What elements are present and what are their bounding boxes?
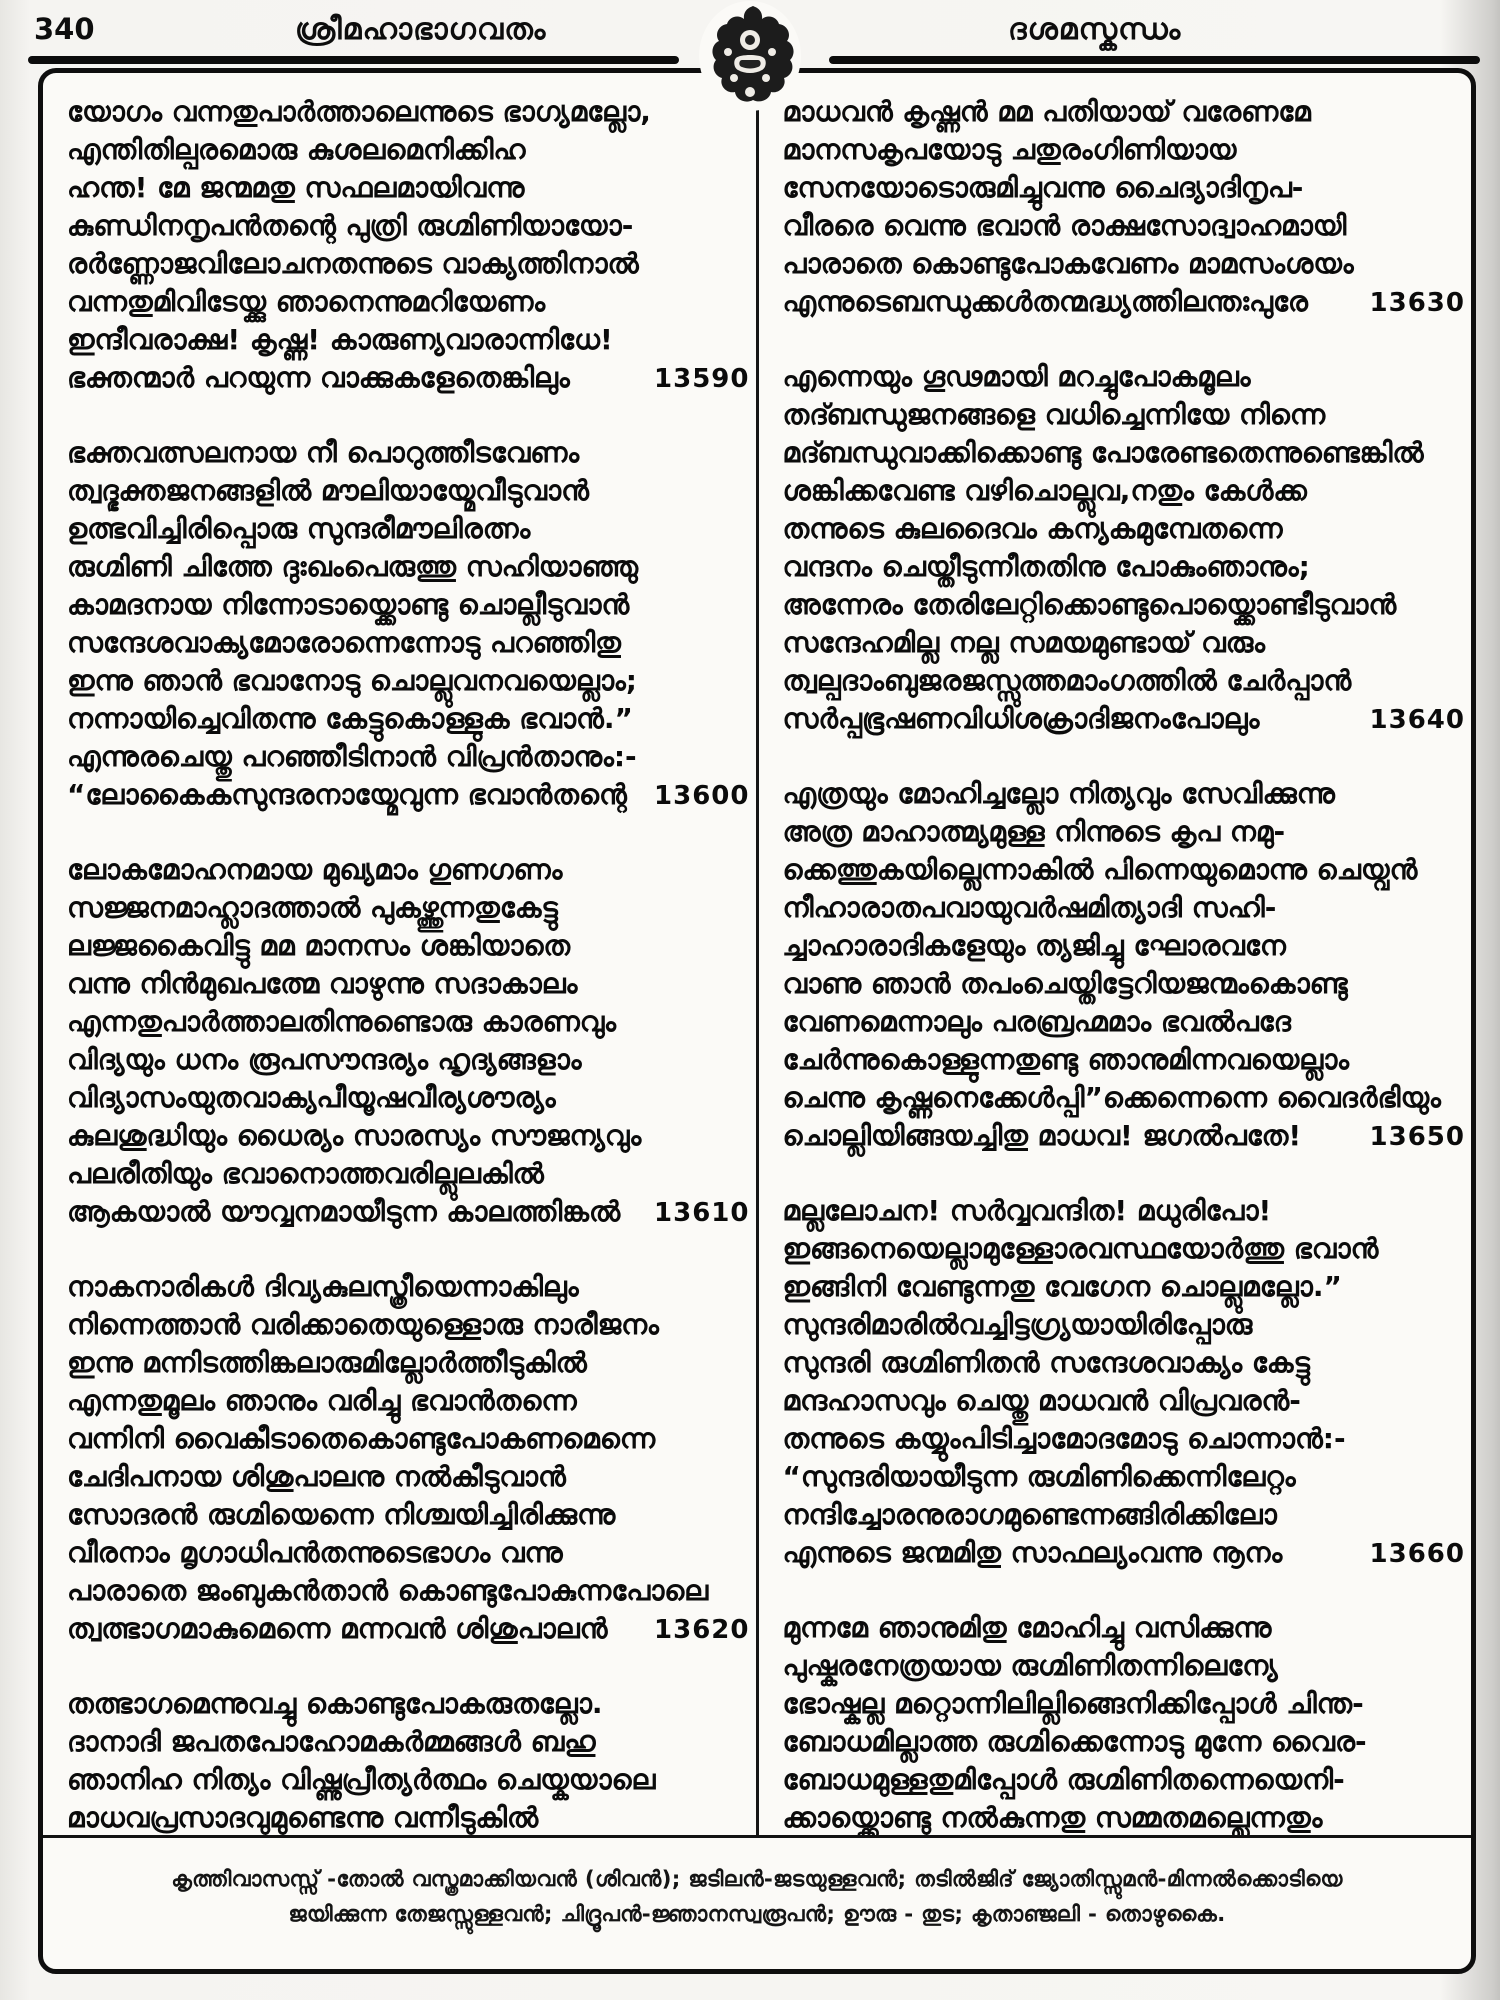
stanza [67,1685,750,1835]
verse-line [783,283,1466,322]
verse-text: സർപ്പഭൂഷണവിധിശക്രാദിജനംപോലും [782,702,1260,735]
verse-number: 13650 [1369,1122,1465,1152]
verse-text: നന്നായിച്ചെവിതന്നു കേട്ടുകൊള്ളുക ഭവാൻ.” [67,702,633,735]
verse-text: ക്കെത്തുകയില്ലെന്നാകിൽ പിന്നെയുമൊന്നു ചെയ്വൻ [782,853,1418,886]
verse-text: “സുന്ദരിയായീടുന്ന രുഗ്മിണിക്കെന്നിലേറ്റം [782,1460,1296,1493]
verse-line [67,1458,750,1496]
verse-text: നന്ദിച്ചോരനുരാഗമുണ്ടെന്നങ്ങിരിക്കിലോ [782,1498,1277,1531]
verse-text: എത്രയും മോഹിച്ചല്ലോ നിത്യവും സേവിക്കുന്നു [782,777,1335,810]
verse-text: ബോധമില്ലാത്ത രുഗ്മിക്കെന്നോടു മുന്നേ വൈര- [782,1725,1367,1758]
verse-line [783,1609,1466,1647]
verse-text: എന്നുടെ ജന്മമിതു സാഫല്യംവന്നു നൂനം [782,1536,1283,1569]
verse-line [783,1382,1466,1420]
verse-number: 13590 [654,364,750,394]
verse-text: “ലോകൈകസുന്ദരനായ്മേവുന്ന ഭവാൻതന്റെ [67,778,627,811]
verse-line [67,927,750,965]
verse-text: ത്വത്ഭാഗമാകുമെന്നെ മന്നവൻ ശിശുപാലൻ [67,1612,608,1645]
verse-line [783,927,1466,965]
verse-text: സന്ദേഹമില്ല നല്ല സമയമുണ്ടായ് വരും [782,626,1265,659]
verse-line [783,207,1466,245]
verse-number: 13660 [1369,1539,1465,1569]
verse-line [67,1761,750,1799]
verse-line [67,1572,750,1610]
section-title: ദശമസ്കന്ധം [1008,12,1182,47]
verse-line [67,472,750,510]
verse-line [67,851,750,889]
verse-line [783,1003,1466,1041]
verse-line [783,1192,1466,1230]
verse-text: വീരനാം മൃഗാധിപൻതന്നുടെഭാഗം വന്നു [67,1536,563,1569]
verse-line [67,283,750,321]
verse-number: 13620 [654,1615,750,1645]
verse-text: ചെന്നു കൃഷ്ണനെക്കേൾപ്പി”ക്കെന്നെന്നെ വൈദർഭിയും [782,1081,1441,1114]
verse-text: മദ്ബന്ധുവാക്കിക്കൊണ്ടു പോരേണ്ടതെന്നുണ്ടെങ്കിൽ [782,436,1424,469]
verse-text: കുണ്ഡിനനൃപൻതന്റെ പുത്രി രുഗ്മിണിയായോ- [67,209,634,242]
verse-text: ശങ്കിക്കവേണ്ട വഴിചൊല്ലുവ,നതും കേൾക്ക [782,474,1307,507]
verse-line [783,434,1466,472]
book-title: ശ്രീമഹാഭാഗവതം [295,12,547,47]
verse-text: വന്നതുമിവിടേയ്ക്കു ഞാനെന്നുമറിയേണം [67,285,546,318]
ganesha-emblem-icon [698,0,802,112]
verse-line [783,889,1466,927]
verse-number: 13640 [1369,705,1465,735]
verse-line [67,1268,750,1306]
verse-text: ചേദിപനായ ശിശുപാലനു നൽകീടുവാൻ [67,1460,566,1493]
verse-text: രുഗ്മിണി ചിത്തേ ദുഃഖംപെരുത്തു സഹിയാഞ്ഞു [67,550,639,583]
verse-text: ഭോഷ്കല്ല മറ്റൊന്നിലില്ലിങ്ങെനിക്കിപ്പോൾ ചിന്ത- [782,1687,1364,1720]
verse-column-left [43,73,756,1835]
verse-text: എന്നതുപാർത്താലതിന്നുണ്ടൊരു കാരണവും [67,1005,617,1038]
verse-text: നിന്നെത്താൻ വരിക്കാതെയുള്ളൊരു നാരീജനം [67,1308,659,1341]
verse-text: ചേർന്നുകൊള്ളുന്നതുണ്ടു ഞാനുമിന്നവയെല്ലാം [782,1043,1350,1076]
verse-line [67,169,750,207]
verse-text: വിദ്യാസംയുതവാക്യപീയൂഷവീര്യശൗര്യം [67,1081,556,1114]
verse-line [67,1041,750,1079]
stanza [67,93,750,398]
verse-line [783,1723,1466,1761]
stanza [783,358,1466,739]
verse-text: സുന്ദരി രുഗ്മിണിതൻ സന്ദേശവാക്യം കേട്ടു [782,1346,1310,1379]
verse-line [67,1193,750,1232]
verse-text: എന്തിതില്പരമൊരു കുശലമെനിക്കിഹ [67,133,526,166]
header-rule-right [829,56,1480,64]
verse-text: എന്നുടെബന്ധുക്കൾതന്മദ്ധ്യത്തിലന്തഃപുരേ [782,285,1308,318]
verse-line [783,1079,1466,1117]
verse-line [783,1306,1466,1344]
verse-line [67,1723,750,1761]
verse-line [67,1610,750,1649]
verse-text: പാരാതെ കൊണ്ടുപോകവേണം മാമസംശയം [782,247,1354,280]
verse-text: വേണമെന്നാലും പരബ്രഹ്മമാം ഭവൽപദേ [782,1005,1291,1038]
verse-text: സേനയോടൊരുമിച്ചുവന്നു ചൈദ്യാദിനൃപ- [782,171,1304,204]
verse-text: ഇന്നു മന്നിടത്തിങ്കലാരുമില്ലോർത്തീടുകിൽ [67,1346,587,1379]
verse-line [67,131,750,169]
verse-line [783,1117,1466,1156]
verse-line [783,1230,1466,1268]
verse-number: 13610 [654,1198,750,1228]
verse-line [783,131,1466,169]
verse-text: മന്ദഹാസവും ചെയ്തു മാധവൻ വിപ്രവരൻ- [782,1384,1301,1417]
verse-line [783,813,1466,851]
verse-line [783,472,1466,510]
verse-text: ദാനാദി ജപതപോഹോമകർമ്മങ്ങൾ ബഹു [67,1725,596,1758]
verse-text: രർണ്ണോജവിലോചനതന്നുടെ വാക്യത്തിനാൽ [67,247,639,280]
verse-line [783,1647,1466,1685]
verse-text: കാമദനായ നിന്നോടായ്ക്കൊണ്ടു ചൊല്ലീടുവാൻ [67,588,630,621]
stanza [67,851,750,1232]
verse-line [783,700,1466,739]
verse-line [67,1344,750,1382]
verse-text: ബോധമുള്ളതുമിപ്പോൾ രുഗ്മിണിതന്നെയെനി- [782,1763,1345,1796]
verse-text: വന്നു നിൻമുഖപത്മേ വാഴുന്നു സദാകാലം [67,967,578,1000]
verse-columns [43,73,1471,1835]
verse-line [67,93,750,131]
verse-text: മല്ലലോചന! സർവ്വവന്ദിത! മധുരിപോ! [782,1194,1272,1227]
verse-text: നാകനാരികൾ ദിവ്യകുലസ്ത്രീയെന്നാകിലും [67,1270,579,1303]
verse-text: യോഗം വന്നതുപാർത്താലെന്നുടെ ഭാഗ്യമല്ലോ, [67,95,651,128]
verse-line [783,965,1466,1003]
verse-text: ചൊല്ലിയിങ്ങയച്ചിതു മാധവ! ജഗൽപതേ! [782,1119,1302,1152]
verse-text: തദ്ബന്ധുജനങ്ങളെ വധിച്ചെന്നിയേ നിന്നെ [782,398,1326,431]
verse-text: വിദ്യയും ധനം രൂപസൗന്ദര്യം ഹൃദ്യങ്ങളാം [67,1043,582,1076]
glossary-footer [43,1835,1471,1969]
verse-line [67,889,750,927]
verse-text: സന്ദേശവാക്യമോരോന്നെന്നോടു പറഞ്ഞിതു [67,626,621,659]
verse-line [783,1458,1466,1496]
verse-text: ഇങ്ങിനി വേണ്ടുന്നതു വേഗേന ചൊല്ലുമല്ലോ.” [782,1270,1342,1303]
verse-line [783,245,1466,283]
verse-text: വന്ദനം ചെയ്തീടുന്നീതതിനു പോകുംഞാനും; [782,550,1310,583]
verse-line [783,1534,1466,1573]
verse-text: ഭക്തവത്സലനായ നീ പൊറുത്തീടവേണം [67,436,580,469]
verse-text: തന്നുടെ കുലദൈവം കന്യകമുമ്പേതന്നെ [782,512,1283,545]
verse-text: ത്വദ്ഭക്തജനങ്ങളിൽ മൗലിയായ്മേവീടുവാൻ [67,474,589,507]
stanza [67,434,750,815]
verse-line [783,1685,1466,1723]
stanza [67,1268,750,1649]
stanza [783,1192,1466,1573]
verse-line [783,1041,1466,1079]
verse-line [67,1534,750,1572]
verse-text: ലജ്ജകൈവിട്ടു മമ മാനസം ശങ്കിയാതെ [67,929,571,962]
verse-line [67,965,750,1003]
verse-line [783,624,1466,662]
verse-line [67,586,750,624]
verse-text: ഭക്തന്മാർ പറയുന്ന വാക്കുകളേതെങ്കിലും [67,361,570,394]
verse-line [67,1685,750,1723]
verse-line [783,1344,1466,1382]
verse-text: എന്നെയും ഗൂഢമായി മറച്ചുപോകമൂലം [782,360,1251,393]
verse-line [67,1117,750,1155]
verse-text: ഞാനിഹ നിത്യം വിഷ്ണുപ്രീത്യർത്ഥം ചെയ്കയാലെ [67,1763,656,1796]
verse-text: എന്നതുമൂലം ഞാനും വരിച്ചു ഭവാൻതന്നെ [67,1384,577,1417]
verse-text: അന്നേരം തേരിലേറ്റിക്കൊണ്ടുപൊയ്ക്കൊണ്ടീടുവാൻ [782,588,1397,621]
verse-text: മാനസകൃപയോടു ചതുരംഗിണിയായ [782,133,1237,166]
stanza [783,775,1466,1156]
verse-line [67,359,750,398]
verse-line [783,1799,1466,1835]
verse-text: തത്ഭാഗമെന്നുവച്ചു കൊണ്ടുപോകരുതല്ലോ. [67,1687,603,1720]
verse-text: മാധവൻ കൃഷ്ണൻ മമ പതിയായ് വരേണമേ [782,95,1311,128]
verse-line [67,700,750,738]
verse-text: സോദരൻ രുഗ്മിയെന്നെ നിശ്ചയിച്ചിരിക്കുന്നു [67,1498,616,1531]
verse-text: മാധവപ്രസാദവുമുണ്ടെന്നു വന്നീടുകിൽ [67,1801,539,1834]
verse-text: മുന്നമേ ഞാനുമിതു മോഹിച്ചു വസിക്കുന്നു [782,1611,1272,1644]
verse-text: ഉത്ഭവിച്ചിരിപ്പൊരു സുന്ദരീമൗലിരത്നം [67,512,531,545]
verse-line [67,776,750,815]
verse-line [783,93,1466,131]
verse-line [67,1420,750,1458]
verse-line [783,396,1466,434]
verse-text: പുഷ്കരനേത്രയായ രുഗ്മിണിതന്നിലെന്യേ [782,1649,1278,1682]
verse-line [783,1761,1466,1799]
verse-number: 13600 [654,781,750,811]
verse-text: ക്കായ്ക്കൊണ്ടു നൽകുന്നതു സമ്മതമല്ലെന്നതും [782,1801,1323,1834]
glossary-line: ജയിക്കുന്ന തേജസ്സുള്ളവൻ; ചിദ്രൂപൻ-ജ്ഞാനസ്വരൂപൻ; ഊരു - തുട; കൃതാഞ്ജലി - തൊഴുകൈ. [288,1902,1226,1927]
verse-text: ഇങ്ങനെയെല്ലാമുള്ളോരവസ്ഥയോർത്തു ഭവാൻ [782,1232,1379,1265]
verse-line [783,1268,1466,1306]
verse-line [67,1382,750,1420]
verse-line [783,358,1466,396]
page-number: 340 [34,12,95,46]
verse-line [67,510,750,548]
verse-line [67,1799,750,1835]
text-frame [38,68,1476,1974]
header-rule-left [28,56,679,64]
verse-text: ഇന്ദീവരാക്ഷ! കൃഷ്ണ! കാരുണ്യവാരാന്നിധേ! [67,323,613,356]
verse-line [783,548,1466,586]
verse-line [783,1420,1466,1458]
verse-line [67,207,750,245]
verse-line [783,851,1466,889]
verse-line [67,1003,750,1041]
verse-text: നീഹാരാതപവായുവർഷമിത്യാദി സഹി- [782,891,1277,924]
verse-line [67,245,750,283]
verse-text: കുലശുദ്ധിയും ധൈര്യം സാരസ്യം സൗജന്യവും [67,1119,642,1152]
glossary-line: കൃത്തിവാസസ്സ് -തോൽ വസ്ത്രമാക്കിയവൻ (ശിവൻ); ജടിലൻ-ജടയുള്ളവൻ; തടിൽജിദ് ജ്യോതിസ്സുമൻ-മിന്നൽക്കൊടിയെ [171,1867,1343,1892]
verse-text: പലരീതിയും ഭവാനൊത്തവരില്ലുലകിൽ [67,1157,544,1190]
verse-line [783,1496,1466,1534]
verse-text: സുന്ദരിമാരിൽവച്ചിട്ടഗ്ര്യയായിരിപ്പോരു [782,1308,1253,1341]
verse-text: ലോകമോഹനമായ മുഖ്യമാം ഗുണഗണം [67,853,563,886]
verse-text: വീരരെ വെന്നു ഭവാൻ രാക്ഷസോദ്വാഹമായി [782,209,1347,242]
verse-line [67,662,750,700]
verse-text: വന്നിനി വൈകീടാതെകൊണ്ടുപോകണമെന്നെ [67,1422,656,1455]
verse-line [67,1496,750,1534]
verse-line [67,434,750,472]
verse-line [67,548,750,586]
verse-line [67,624,750,662]
stanza [783,1609,1466,1835]
verse-text: ആകയാൽ യൗവ്വനമായീടുന്ന കാലത്തിങ്കൽ [67,1195,621,1228]
verse-text: അത്ര മാഹാത്മ്യമുള്ള നിന്നുടെ കൃപ നമു- [782,815,1286,848]
verse-text: ഹന്ത! മേ ജന്മമതു സഫലമായിവന്നു [67,171,525,204]
stanza [783,93,1466,322]
verse-line [783,662,1466,700]
verse-line [783,510,1466,548]
verse-text: സജ്ജനമാഹ്ലാദത്താൽ പുകഴ്ത്തുന്നതുകേട്ടു [67,891,558,924]
verse-line [783,775,1466,813]
verse-text: വാണു ഞാൻ തപംചെയ്തിട്ടേറിയജന്മംകൊണ്ടു [782,967,1348,1000]
verse-line [67,321,750,359]
verse-text: ത്വല്പദാംബുജരജസ്സുത്തമാംഗത്തിൽ ചേർപ്പാൻ [782,664,1352,697]
verse-text: ച്ചാഹാരാദികളേയും ത്യജിച്ചു ഘോരവനേ [782,929,1286,962]
verse-text: ഇന്നു ഞാൻ ഭവാനോടു ചൊല്ലുവനവയെല്ലാം; [67,664,637,697]
verse-text: തന്നുടെ കയ്യുംപിടിച്ചാമോദമോടു ചൊന്നാൻ:- [782,1422,1346,1455]
verse-line [67,1155,750,1193]
verse-text: പാരാതെ ജംബുകൻതാൻ കൊണ്ടുപോകുന്നപോലെ [67,1574,709,1607]
verse-column-right [756,73,1472,1835]
verse-line [783,169,1466,207]
verse-number: 13630 [1369,288,1465,318]
verse-line [67,738,750,776]
verse-line [783,586,1466,624]
verse-line [67,1306,750,1344]
verse-line [67,1079,750,1117]
verse-text: എന്നുരചെയ്തു പറഞ്ഞീടിനാൻ വിപ്രൻതാനും:- [67,740,637,773]
